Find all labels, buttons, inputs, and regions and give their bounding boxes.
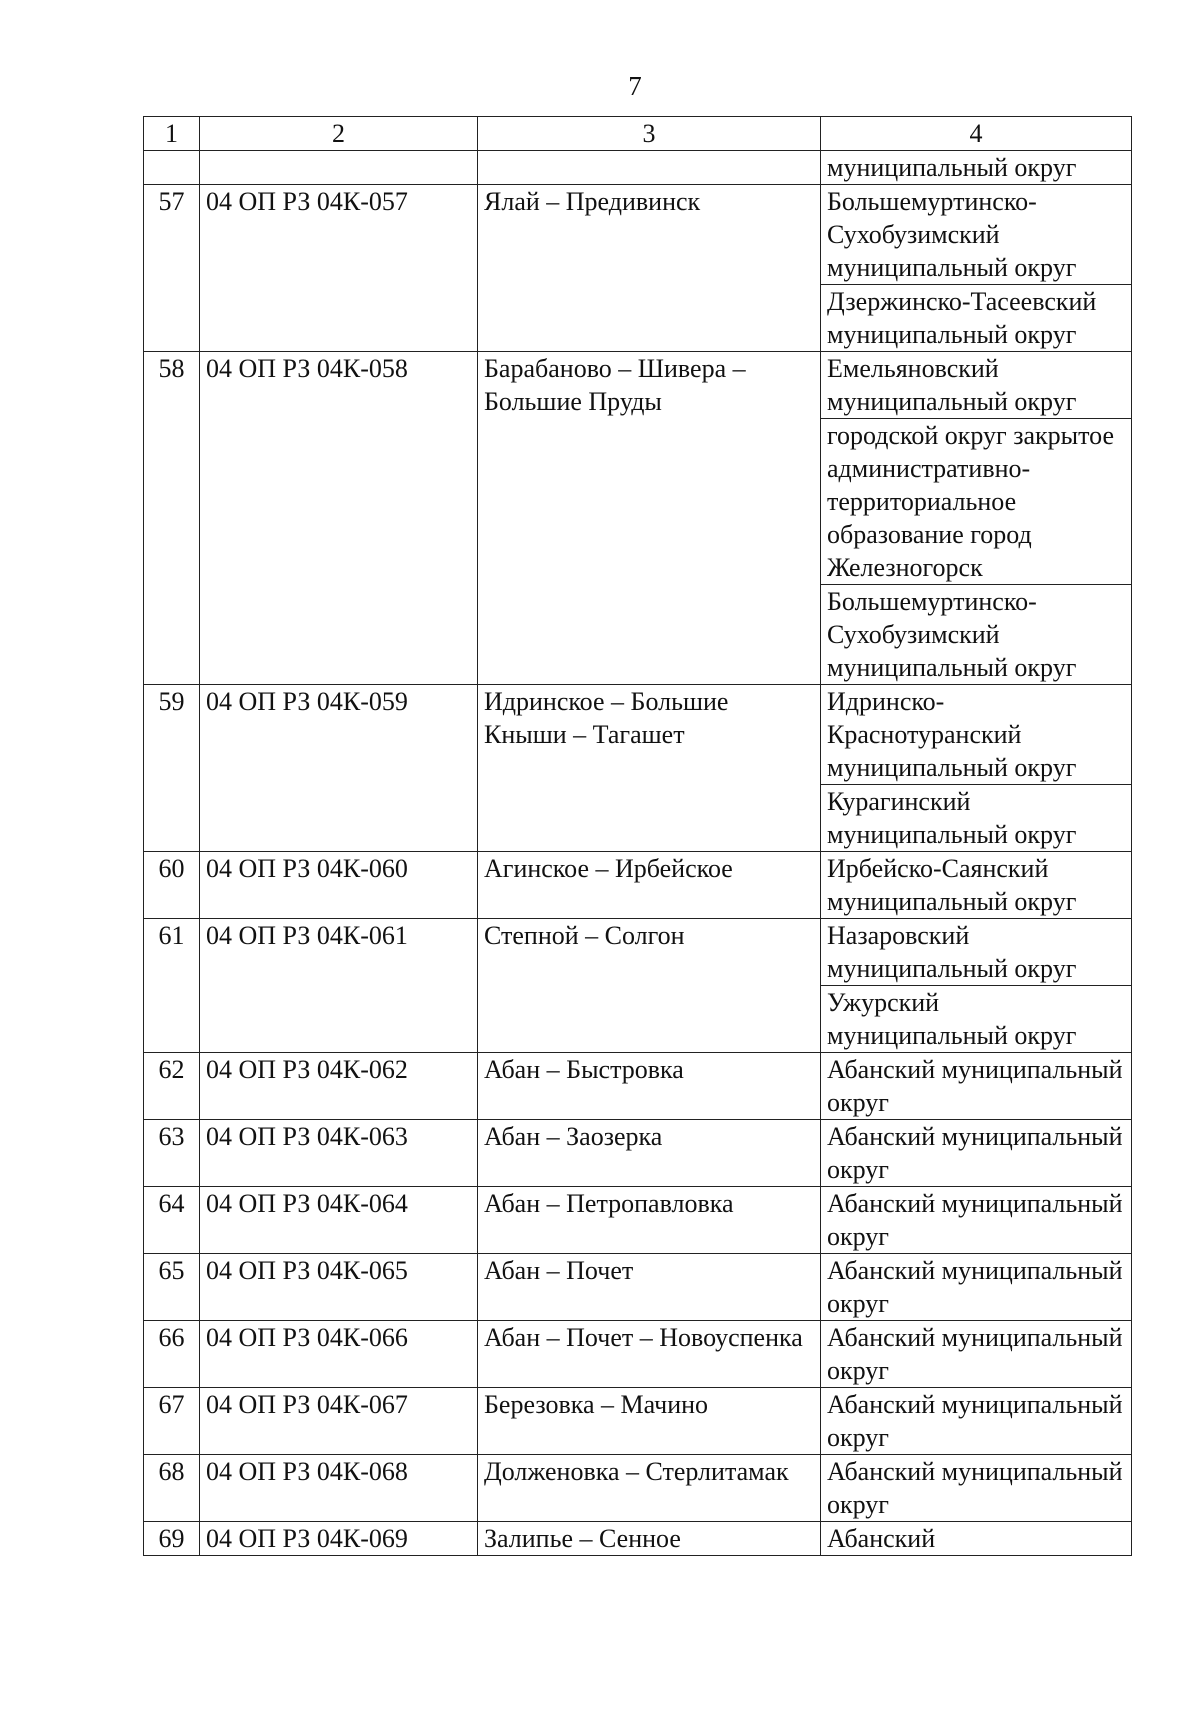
- road-name-cell: Абан – Быстровка: [478, 1053, 821, 1120]
- district-cell: Ирбейско-Саянский муниципальный округ: [821, 852, 1132, 919]
- district-cell: Абанский муниципальный округ: [821, 1187, 1132, 1254]
- row-number-cell: 58: [144, 352, 200, 685]
- district-cell: Дзержинско-Тасеевский муниципальный округ: [821, 285, 1132, 352]
- header-cell: 2: [200, 117, 478, 151]
- road-name-cell: Степной – Солгон: [478, 919, 821, 1053]
- row-number-cell: 57: [144, 185, 200, 352]
- roads-table: [143, 116, 1132, 1556]
- district-cell: Большемуртинско-Сухобузимский муниципальный округ: [821, 185, 1132, 285]
- road-code-cell: 04 ОП РЗ 04К-068: [200, 1455, 478, 1522]
- district-cell: Емельяновский муниципальный округ: [821, 352, 1132, 419]
- road-name-cell: Залипье – Сенное: [478, 1522, 821, 1556]
- district-cell: Курагинский муниципальный округ: [821, 785, 1132, 852]
- district-cell: Абанский муниципальный округ: [821, 1388, 1132, 1455]
- table-row: [144, 919, 1132, 986]
- road-code-cell: 04 ОП РЗ 04К-065: [200, 1254, 478, 1321]
- row-number-cell: 63: [144, 1120, 200, 1187]
- district-cell: Абанский муниципальный округ: [821, 1254, 1132, 1321]
- road-name-cell: Ялай – Предивинск: [478, 185, 821, 352]
- district-cell: Абанский муниципальный округ: [821, 1053, 1132, 1120]
- district-cell: Большемуртинско-Сухобузимский муниципальный округ: [821, 585, 1132, 685]
- row-number-cell: 66: [144, 1321, 200, 1388]
- road-name-cell: Абан – Заозерка: [478, 1120, 821, 1187]
- table-row: [144, 1321, 1132, 1388]
- road-code-cell: 04 ОП РЗ 04К-069: [200, 1522, 478, 1556]
- road-code-cell: 04 ОП РЗ 04К-066: [200, 1321, 478, 1388]
- header-cell: 3: [478, 117, 821, 151]
- district-cell: Абанский муниципальный округ: [821, 1455, 1132, 1522]
- district-cell: муниципальный округ: [821, 151, 1132, 185]
- table-row: [144, 1254, 1132, 1321]
- table-row: [144, 352, 1132, 419]
- header-cell: 1: [144, 117, 200, 151]
- row-number-cell: 65: [144, 1254, 200, 1321]
- district-cell: Абанский: [821, 1522, 1132, 1556]
- table-row: [144, 1522, 1132, 1556]
- table-row: [144, 1053, 1132, 1120]
- table-row: [144, 1388, 1132, 1455]
- row-number-cell: 59: [144, 685, 200, 852]
- row-number-cell: 69: [144, 1522, 200, 1556]
- road-name-cell: Абан – Почет – Новоуспенка: [478, 1321, 821, 1388]
- district-cell: Идринско-Краснотуранский муниципальный округ: [821, 685, 1132, 785]
- table-row: [144, 185, 1132, 285]
- road-name-cell: Долженовка – Стерлитамак: [478, 1455, 821, 1522]
- road-name-cell: Идринское – Большие Кныши – Тагашет: [478, 685, 821, 852]
- table-row: [144, 685, 1132, 785]
- road-code-cell: 04 ОП РЗ 04К-064: [200, 1187, 478, 1254]
- row-number-cell: 60: [144, 852, 200, 919]
- table-row: [144, 1187, 1132, 1254]
- road-name-cell: Абан – Почет: [478, 1254, 821, 1321]
- road-code-cell: 04 ОП РЗ 04К-062: [200, 1053, 478, 1120]
- road-name-cell: Барабаново – Шивера – Большие Пруды: [478, 352, 821, 685]
- road-code-cell: 04 ОП РЗ 04К-058: [200, 352, 478, 685]
- road-code-cell: 04 ОП РЗ 04К-061: [200, 919, 478, 1053]
- table-header-row: [144, 117, 1132, 151]
- row-number-cell: 68: [144, 1455, 200, 1522]
- continuation-row: [144, 151, 1132, 185]
- district-cell: Назаровский муниципальный округ: [821, 919, 1132, 986]
- road-code-cell: 04 ОП РЗ 04К-060: [200, 852, 478, 919]
- road-name-cell: Абан – Петропавловка: [478, 1187, 821, 1254]
- district-cell: Абанский муниципальный округ: [821, 1120, 1132, 1187]
- road-code-cell: 04 ОП РЗ 04К-059: [200, 685, 478, 852]
- row-number-cell: 61: [144, 919, 200, 1053]
- road-name-cell: Агинское – Ирбейское: [478, 852, 821, 919]
- district-cell: городской округ закрытое административно-территориальное образование город Железногорск: [821, 419, 1132, 585]
- table-row: [144, 1120, 1132, 1187]
- table-row: [144, 852, 1132, 919]
- road-code-cell: 04 ОП РЗ 04К-067: [200, 1388, 478, 1455]
- district-cell: Абанский муниципальный округ: [821, 1321, 1132, 1388]
- header-cell: 4: [821, 117, 1132, 151]
- road-code-cell: 04 ОП РЗ 04К-057: [200, 185, 478, 352]
- district-cell: Ужурский муниципальный округ: [821, 986, 1132, 1053]
- table-row: [144, 1455, 1132, 1522]
- road-name-cell: Березовка – Мачино: [478, 1388, 821, 1455]
- row-number-cell: 67: [144, 1388, 200, 1455]
- road-code-cell: 04 ОП РЗ 04К-063: [200, 1120, 478, 1187]
- page-number: 7: [628, 71, 642, 101]
- row-number-cell: 62: [144, 1053, 200, 1120]
- row-number-cell: 64: [144, 1187, 200, 1254]
